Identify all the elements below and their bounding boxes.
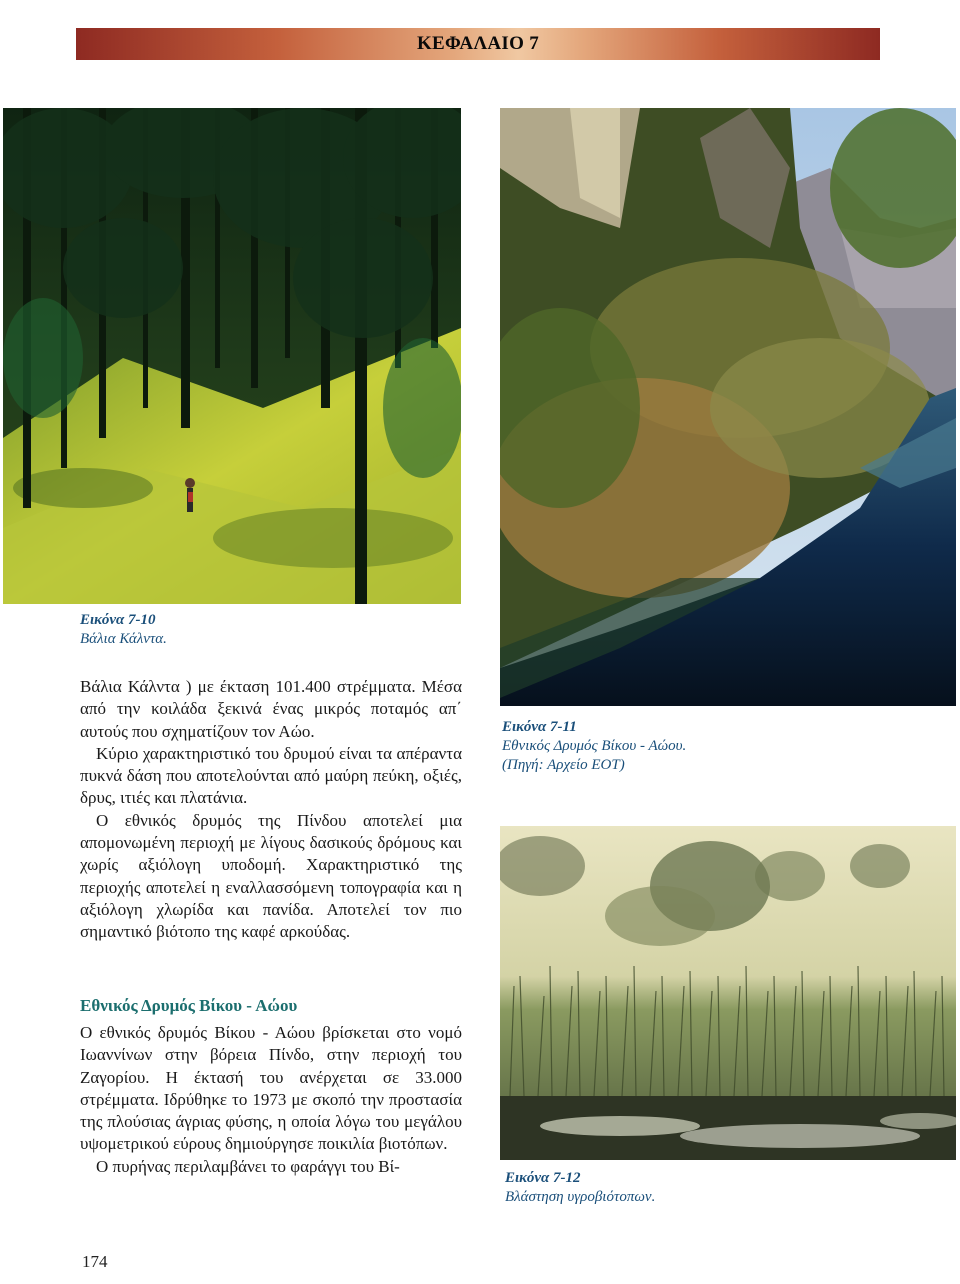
body-text-block-1 [80, 676, 462, 944]
page-number: 174 [82, 1252, 108, 1271]
figure-7-10-number: Εικόνα 7-10 [80, 612, 156, 628]
wetland-vegetation-photo [500, 826, 956, 1160]
figure-7-10-text: Βάλια Κάλντα. [80, 631, 167, 647]
figure-7-11-text: Εθνικός Δρυμός Βίκου - Αώου. [502, 738, 687, 754]
figure-7-11-number: Εικόνα 7-11 [502, 719, 577, 735]
forest-photo [3, 108, 461, 604]
figure-7-12-caption [505, 1169, 655, 1207]
gorge-river-photo [500, 108, 956, 706]
body-text-block-2 [80, 1022, 462, 1178]
body-paragraph: Ο εθνικός δρυμός της Πίνδου αποτελεί μια απομονωμένη περιοχή με λίγους δασικούς δρόμους και χωρίς αξιόλογη υποδομή. Χαρακτηριστικό της περιοχής αποτελεί η εναλλασσόμενη τοπογραφία και η αξιόλογη χλωρίδα και πανίδα. Αποτελεί τον πιο σημαντικό βιότοπο της καφέ αρκούδας. [80, 810, 462, 942]
chapter-banner [76, 28, 880, 60]
body-paragraph: Ο πυρήνας περιλαμβάνει το φαράγγι του Βί- [96, 1156, 400, 1176]
figure-7-12-text: Βλάστηση υγροβιότοπων. [505, 1189, 656, 1205]
figure-7-12-number: Εικόνα 7-12 [505, 1170, 581, 1186]
figure-7-11-caption [502, 718, 686, 775]
figure-7-10-caption [80, 611, 167, 649]
body-paragraph: Ο εθνικός δρυμός Βίκου - Αώου βρίσκεται στο νομό Ιωαννίνων στην βόρεια Πίνδο, στην περιοχή του Ζαγορίου. Η έκτασή του ανέρχεται σε 33.000 στρέμματα. Ιδρύθηκε το 1973 με σκοπό την προστασία της πλούσιας άγριας φύσης, η οποία λόγω του μεγάλου υψομετρικού εύρους δημιούργησε ποικιλία βιοτόπων. [80, 1023, 462, 1154]
section-heading: Εθνικός Δρυμός Βίκου - Αώου [80, 996, 298, 1015]
figure-7-11-source: (Πηγή: Αρχείο ΕΟΤ) [502, 757, 625, 773]
body-paragraph: Βάλια Κάλντα ) με έκταση 101.400 στρέμματα. Μέσα από την κοιλάδα ξεκινά ένας μικρός ποταμός απ΄ αυτούς που σχηματίζουν τον Αώο. [80, 677, 462, 741]
body-paragraph: Κύριο χαρακτηριστικό του δρυμού είναι τα απέραντα πυκνά δάση που αποτελούνται από μαύρη πεύκη, οξιές, δρυς, ιτιές και πλατάνια. [80, 743, 462, 808]
chapter-title: ΚΕΦΑΛΑΙΟ 7 [416, 33, 540, 54]
